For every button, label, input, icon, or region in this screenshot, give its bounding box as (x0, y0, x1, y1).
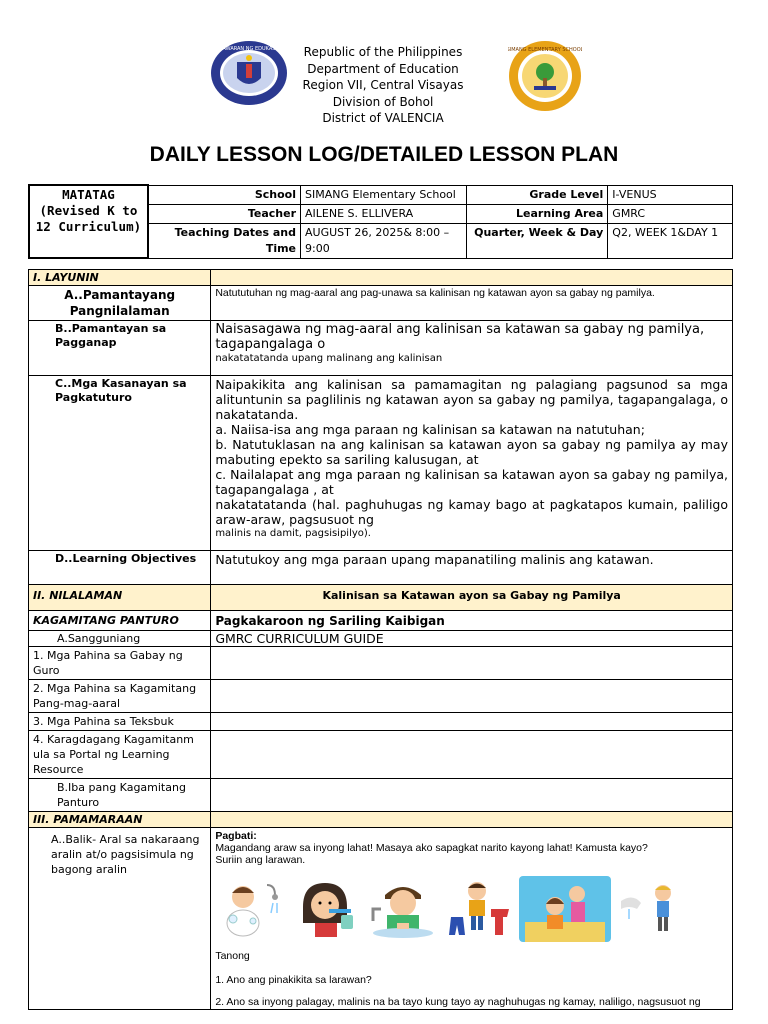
school-value: SIMANG Elementary School (301, 185, 467, 204)
mga-kasanayan-item-a: a. Naiisa-isa ang mga paraan ng kalinisan sa katawan na natutuhan; (215, 422, 645, 437)
hair-combing-illustration (519, 876, 611, 942)
pamantayan-sa-pagganap-label: B..Pamantayan sa Pagganap (29, 321, 211, 376)
nilalaman-heading: II. NILALAMAN (29, 585, 211, 611)
pagbati-label: Pagbati: (215, 830, 257, 842)
kagamitang-panturo-heading: KAGAMITANG PANTURO (29, 611, 211, 631)
mga-kasanayan-label: C..Mga Kasanayan sa Pagkatuturo (29, 376, 211, 551)
header-line-region: Region VII, Central Visayas (302, 78, 464, 92)
illustration-row (215, 876, 728, 942)
iba-pang-kagamitan-label: B.Iba pang Kagamitang Panturo (29, 779, 211, 812)
pamantayang-pangnilalaman-value: Natututuhan ng mag-aaral ang pag-unawa sa kalinisan ng katawan ayon sa gabay ng pamilya. (211, 286, 733, 321)
clean-clothes-illustration (447, 879, 511, 939)
gabay-ng-guro-label: 1. Mga Pahina sa Gabay ng Guro (29, 647, 211, 680)
teksbuk-label: 3. Mga Pahina sa Teksbuk (29, 713, 211, 731)
info-table (28, 184, 733, 259)
mga-kasanayan-item-c: c. Nailalapat ang mga paraan ng kalinisan sa katawan ayon sa gabay ng pamilya, tagapangalaga , at (215, 467, 728, 497)
mga-kasanayan-value: Naipakikita ang kalinisan sa pamamagitan ng palagiang pagsunod sa mga alituntunin sa paglilinis ng katawan ayon sa gabay ng pamilya, tagapangalaga, o nakatatanda. (215, 377, 728, 422)
quarter-label: Quarter, Week & Day (466, 223, 608, 258)
handwashing-child-illustration (619, 879, 681, 939)
mga-kasanayan-item-d: nakatatatanda (hal. paghuhugas ng kamay bago at pagkatapos kumain, paliligo araw-araw, pagsusuot ng (215, 497, 728, 527)
pamantayan-sa-pagganap-value2: nakatatatanda upang malinang ang kalinisan (215, 353, 443, 364)
teacher-value: AILENE S. ELLIVERA (301, 204, 467, 223)
matatag-label: MATATAG (Revised K to 12 Curriculum) (29, 185, 148, 258)
learning-resource-label: 4. Karagdagang Kagamitanm ula sa Portal ng Learning Resource (29, 731, 211, 779)
balik-aral-cell (211, 828, 733, 1010)
kagamitang-panturo-value: Pagkakaroon ng Sariling Kaibigan (211, 611, 733, 631)
layunin-heading: I. LAYUNIN (29, 270, 211, 286)
grade-label: Grade Level (466, 185, 608, 204)
brushing-teeth-illustration (293, 879, 359, 939)
dates-label: Teaching Dates and Time (148, 223, 301, 258)
area-label: Learning Area (466, 204, 608, 223)
suriin-text: Suriin ang larawan. (215, 854, 306, 866)
handwashing-boy-illustration (367, 879, 439, 939)
header-line-department: Department of Education (307, 61, 459, 76)
mga-kasanayan-cell (211, 376, 733, 551)
page-title: DAILY LESSON LOG/DETAILED LESSON PLAN (149, 143, 619, 166)
greeting-text: Magandang araw sa inyong lahat! Masaya ako sapagkat narito kayong lahat! Kamusta kayo? (215, 842, 648, 854)
quarter-value: Q2, WEEK 1&DAY 1 (608, 223, 733, 258)
kagamitang-pang-mag-aaral-label: 2. Mga Pahina sa Kagamitang Pang-mag-aaral (29, 680, 211, 713)
school-label: School (148, 185, 301, 204)
question-1: 1. Ano ang pinakikita sa larawan? (215, 974, 372, 986)
pamantayan-sa-pagganap-cell (211, 321, 733, 376)
pamantayan-sa-pagganap-value: Naisasagawa ng mag-aaral ang kalinisan sa katawan sa gabay ng pamilya, tagapangalaga o (215, 322, 705, 352)
sangguniang-value: GMRC CURRICULUM GUIDE (211, 631, 733, 647)
tanong-label: Tanong (215, 950, 250, 962)
deped-seal (210, 40, 288, 106)
grade-value: I-VENUS (608, 185, 733, 204)
question-2: 2. Ano sa inyong palagay, malinis na ba tayo kung tayo ay naghuhugas ng kamay, naliligo, nagsusuot ng (215, 996, 701, 1008)
teacher-label: Teacher (148, 204, 301, 223)
area-value: GMRC (608, 204, 733, 223)
header-line-republic: Republic of the Philippines (303, 45, 463, 59)
balik-aral-label: A..Balik- Aral sa nakaraang aralin at/o pagsisimula ng bagong aralin (29, 828, 211, 1010)
header-lines (298, 44, 468, 127)
header-line-district: District of VALENCIA (322, 111, 444, 125)
pamantayang-pangnilalaman-label: A..Pamantayang Pangnilalaman (29, 286, 211, 321)
nilalaman-value: Kalinisan sa Katawan ayon sa Gabay ng Pamilya (211, 585, 733, 611)
learning-objectives-value: Natutukoy ang mga paraan upang mapanatiling malinis ang katawan. (211, 551, 733, 585)
bathing-child-illustration (215, 879, 285, 939)
school-seal (508, 40, 582, 112)
learning-objectives-label: D..Learning Objectives (29, 551, 211, 585)
mga-kasanayan-item-b: b. Natutuklasan na ang kalinisan sa katawan ayon sa gabay ng pamilya ay may mabuting epekto sa sariling kalusugan, at (215, 437, 728, 467)
dates-value: AUGUST 26, 2025& 8:00 – 9:00 (301, 223, 467, 258)
svg-text:SIMANG ELEMENTARY SCHOOL: SIMANG ELEMENTARY SCHOOL (508, 47, 582, 53)
lesson-table (28, 269, 733, 1010)
header-line-division: Division of Bohol (332, 94, 434, 109)
sangguniang-label: A.Sangguniang (29, 631, 211, 647)
mga-kasanayan-item-e: malinis na damit, pagsisipilyo). (215, 528, 371, 539)
svg-text:KAGAWARAN NG EDUKASYON: KAGAWARAN NG EDUKASYON (212, 46, 286, 52)
pamamaraan-heading: III. PAMAMARAAN (29, 812, 211, 828)
